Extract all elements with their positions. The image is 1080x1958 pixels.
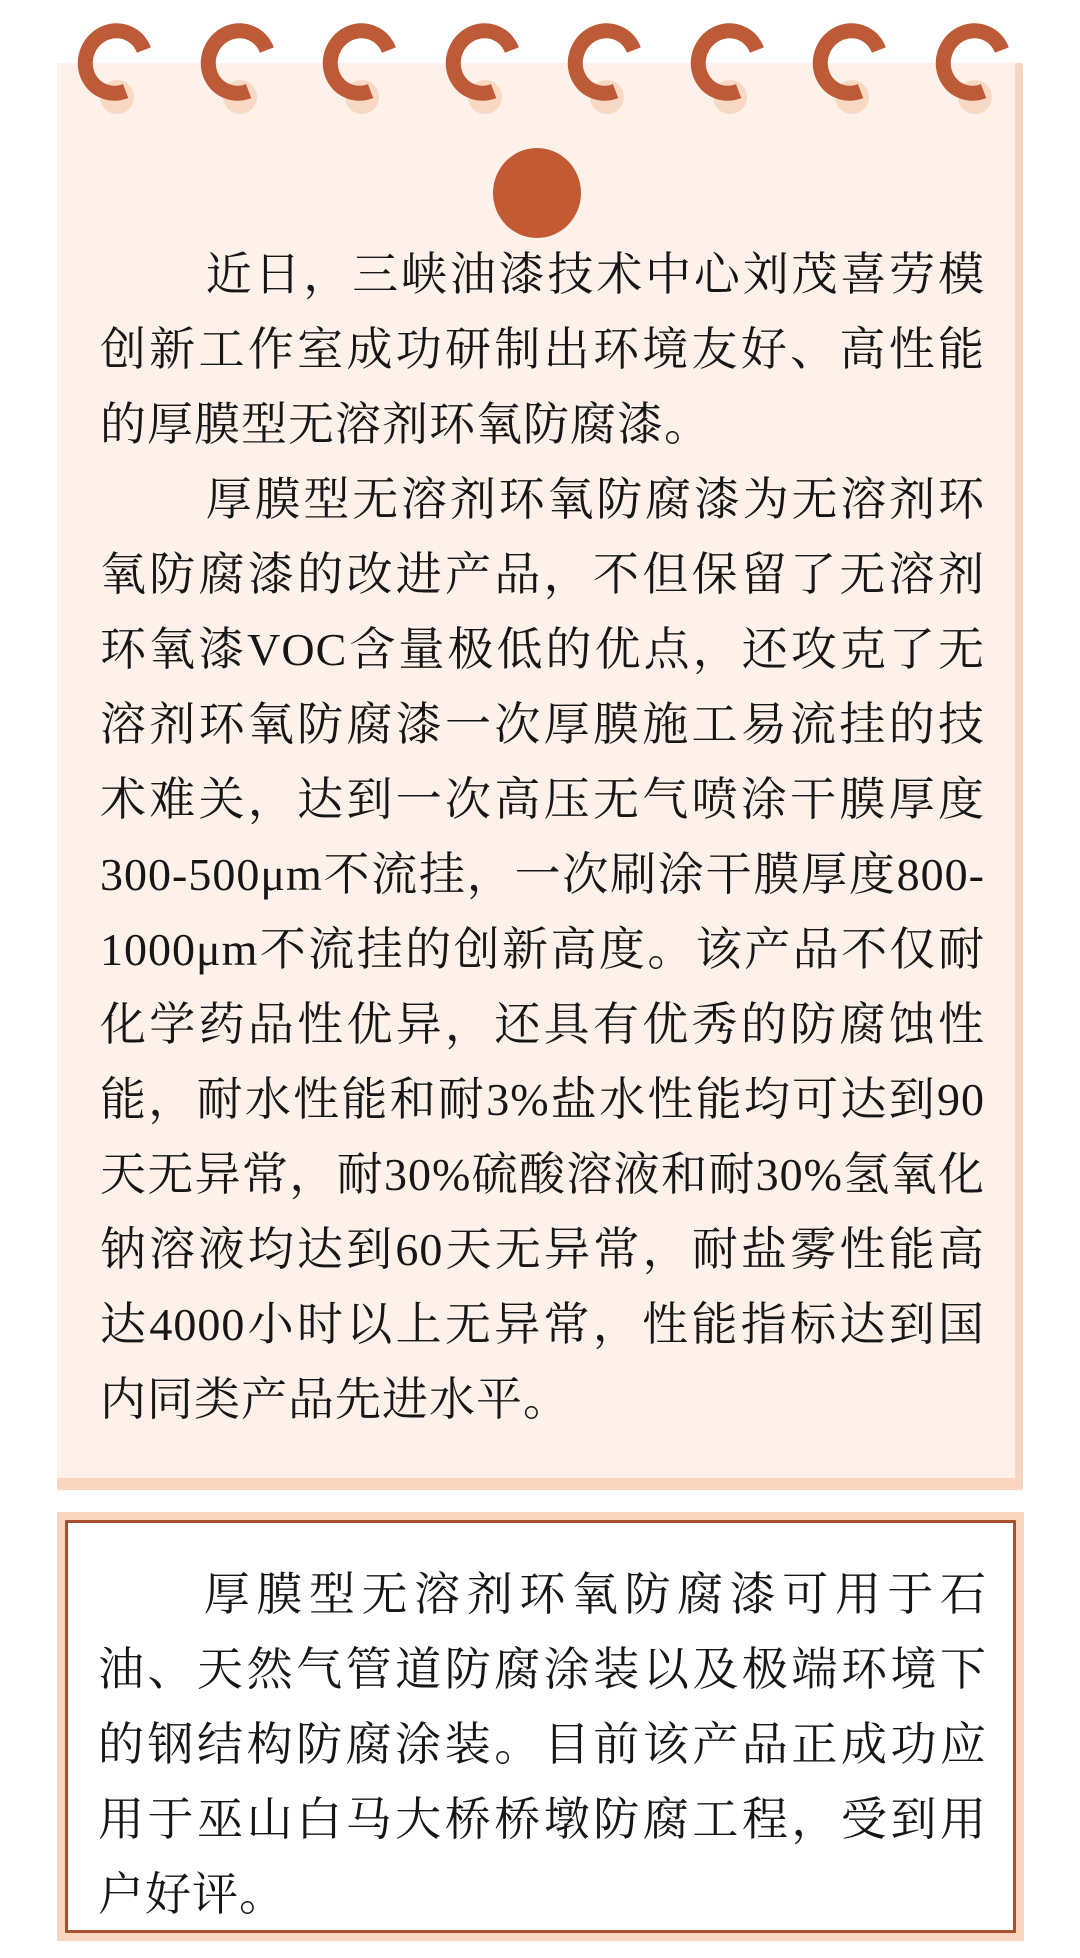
- ring-coil-icon: [433, 11, 533, 113]
- highlight-body: [98, 1557, 987, 1932]
- binder-ring-icon: [936, 23, 1011, 101]
- highlight-paragraph: 厚膜型无溶剂环氧防腐漆可用于石油、天然气管道防腐涂装以及极端环境下的钢结构防腐涂装。目前该产品正成功应用于巫山白马大桥桥墩防腐工程，受到用户好评。: [98, 1569, 987, 1920]
- ring-coil-icon: [556, 11, 656, 113]
- binder-ring-icon: [813, 23, 888, 101]
- binder-ring-icon: [201, 23, 276, 101]
- binder-rings: [78, 23, 1011, 101]
- highlight-card: [57, 1512, 1024, 1941]
- binder-ring-icon: [691, 23, 766, 101]
- binder-ring-icon: [446, 23, 521, 101]
- article-paragraph-2: 厚膜型无溶剂环氧防腐漆为无溶剂环氧防腐漆的改进产品，不但保留了无溶剂环氧漆VOC含量极低的优点，还攻克了无溶剂环氧防腐漆一次厚膜施工易流挂的技术难关，达到一次高压无气喷涂干膜厚度300-500μm不流挂，一次刷涂干膜厚度800-1000μm不流挂的创新高度。该产品不仅耐化学药品性优异，还具有优秀的防腐蚀性能，耐水性能和耐3%盐水性能均可达到90天无异常，耐30%硫酸溶液和耐30%氢氧化钠溶液均达到60天无异常，耐盐雾性能高达4000小时以上无异常，性能指标达到国内同类产品先进水平。: [100, 474, 985, 1425]
- ring-coil-icon: [188, 11, 288, 113]
- ring-coil-icon: [678, 11, 778, 113]
- highlight-box: [65, 1520, 1016, 1933]
- article-paragraph-1: 近日，三峡油漆技术中心刘茂喜劳模创新工作室成功研制出环境友好、高性能的厚膜型无溶剂环氧防腐漆。: [100, 249, 985, 450]
- bullet-dot-icon: [493, 148, 581, 238]
- ring-coil-icon: [65, 11, 165, 113]
- ring-coil-icon: [923, 11, 1023, 113]
- ring-coil-icon: [801, 11, 901, 113]
- article-body: [100, 237, 985, 1437]
- article-card: [57, 63, 1023, 1490]
- binder-ring-icon: [323, 23, 398, 101]
- binder-ring-icon: [78, 23, 153, 101]
- binder-ring-icon: [568, 23, 643, 101]
- ring-coil-icon: [311, 11, 411, 113]
